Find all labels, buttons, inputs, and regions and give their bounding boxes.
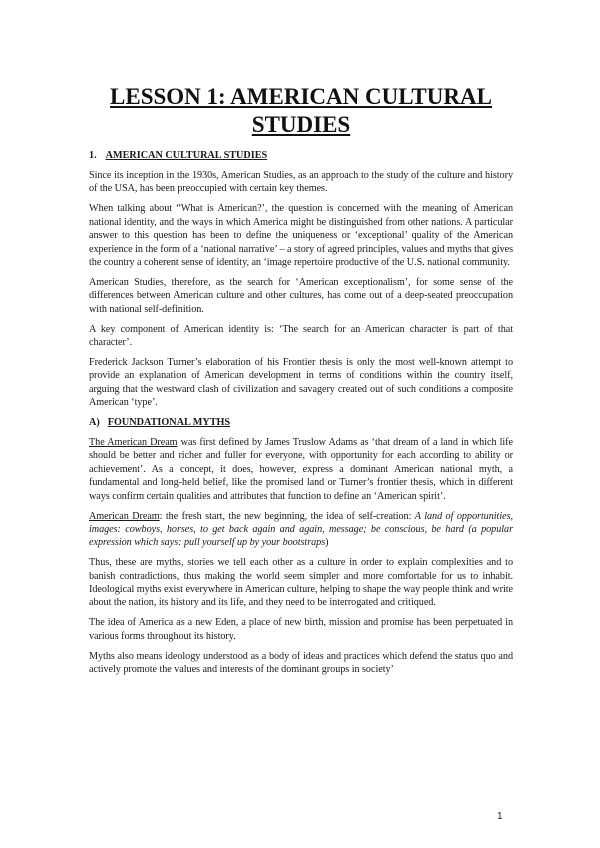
page-content xyxy=(89,83,513,683)
paragraph-myths-ideology: Myths also means ideology understood as a body of ideas and practices which defend the status quo and actively promote the values and interests of the dominant groups in society’ xyxy=(89,650,513,676)
paragraph-american-dream-definition xyxy=(89,436,513,503)
term-american-dream: The American Dream xyxy=(89,437,178,448)
paragraph-exceptionalism: American Studies, therefore, as the search for ‘American exceptionalism’, for some sense of the differences between American culture and other cultures, has come out of a deep-seated preoccupation with national self-definition. xyxy=(89,276,513,315)
section-label: FOUNDATIONAL MYTHS xyxy=(107,417,231,428)
page-number: 1 xyxy=(497,811,503,822)
paragraph-what-is-american: When talking about “What is American?’, the question is concerned with the meaning of American national identity, and the ways in which America might be distinguished from other nations. A particular answer to this question has been to define the uniqueness or ‘exceptional’ quality of the American experience in the form of a ‘national narrative’ – a story of agreed principles, values and myths that gives the country a coherent sense of identity, an ‘image repertoire productive of the U.S. national community. xyxy=(89,203,513,268)
paragraph-frontier-thesis: Frederick Jackson Turner’s elaboration of his Frontier thesis is only the most well-known attempt to provide an explanation of American development in terms of conditions within the country itself, arguing that the westward clash of civilization and savagery created out of such conditions a composite American ‘type’. xyxy=(89,356,513,409)
paragraph-key-component: A key component of American identity is: ‘The search for an American character is part of that character’. xyxy=(89,323,513,348)
term-american-dream: American Dream xyxy=(89,510,160,522)
paragraph-myths-stories: Thus, these are myths, stories we tell each other as a culture in order to explain complexities and to banish contradictions, thus making the world seem simpler and more comfortable for us to inhabit. Ideological myths exist everywhere in American culture, helping to shape the way people think and write about the nation, its history and its life, and they need to be interrogated and critiqued. xyxy=(89,557,513,609)
notes-italic-text: A land of opportunities, images: cowboys, horses, to get back again and again, message; be conscious, be hard (a popular expression which says: pull yourself up by your bootstraps xyxy=(89,510,513,549)
section-letter: A) xyxy=(89,417,100,428)
section-heading-american-cultural-studies xyxy=(89,149,513,162)
paragraph-inception: Since its inception in the 1930s, American Studies, as an approach to the study of the culture and history of the USA, has been preoccupied with certain key themes. xyxy=(89,170,513,195)
section-label: AMERICAN CULTURAL STUDIES xyxy=(105,150,268,161)
section-heading-foundational-myths xyxy=(89,416,513,429)
paragraph-american-dream-notes xyxy=(89,510,513,550)
paragraph-new-eden: The idea of America as a new Eden, a place of new birth, mission and promise has been perpetuated in various forms throughout its history. xyxy=(89,617,513,642)
definition-text: was first defined by James Truslow Adams as ‘that dream of a land in which life should be better and richer and fuller for everyone, with opportunity for each according to ability or achievement’. As a concept, it does, however, express a dominant American national myth, a fundamental and long-held belief, like the promised land or Turner’s frontier thesis, which in different ways confirm certain qualities and attributes that function to define an ‘American spirit’. xyxy=(89,437,513,502)
notes-plain-text: : the fresh start, the new beginning, the idea of self-creation: xyxy=(159,510,415,522)
notes-close-paren: ) xyxy=(325,537,329,549)
section-number: 1. xyxy=(89,150,97,161)
lesson-title: LESSON 1: AMERICAN CULTURAL STUDIES xyxy=(110,84,492,137)
